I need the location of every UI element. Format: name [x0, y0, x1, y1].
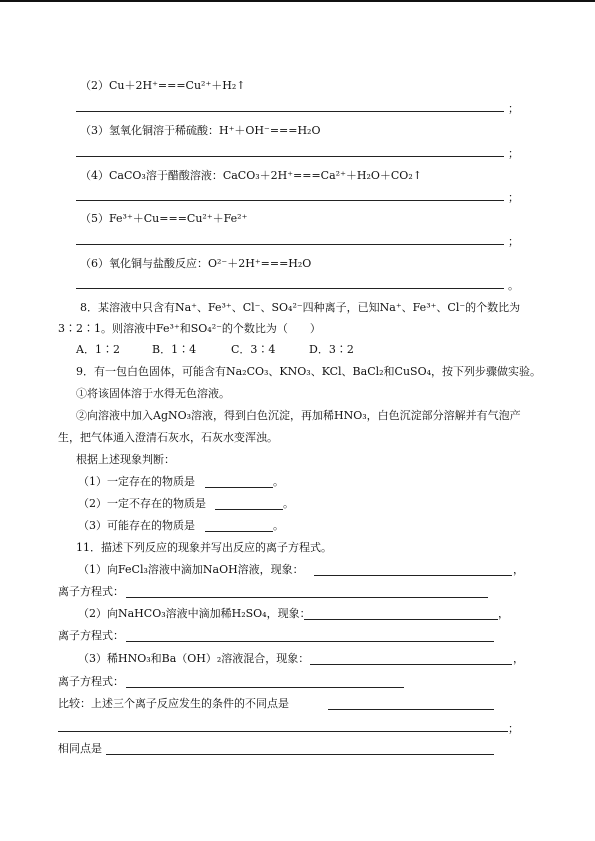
q7-item-3-semicolon: ；	[508, 147, 519, 160]
q9-step-1: ①将该固体溶于水得无色溶液。	[76, 387, 230, 400]
q7-item-3-text: （3）氢氧化铜溶于稀硫酸：H⁺＋OH⁻===H₂O	[80, 124, 321, 137]
q8-option-a[interactable]: A．1∶2	[76, 343, 120, 356]
q11-compare-semicolon: ；	[508, 722, 519, 735]
q7-item-3	[0, 123, 595, 139]
q11-reaction-2-ionic-blank[interactable]	[126, 641, 494, 642]
page-top-rule	[0, 0, 595, 2]
q7-item-5-text: （5）Fe³⁺＋Cu===Cu²⁺＋Fe²⁺	[80, 212, 248, 225]
q11-reaction-1-ionic-blank[interactable]	[126, 597, 488, 598]
q11-reaction-3: （3）稀HNO₃和Ba（OH）₂溶液混合，现象：	[78, 652, 310, 665]
q7-item-2-text: （2）Cu＋2H⁺===Cu²⁺＋H₂↑	[80, 79, 246, 92]
q8-option-d[interactable]: D．3∶2	[309, 343, 354, 356]
q11-same: 相同点是	[58, 742, 102, 755]
q11-compare-blank[interactable]	[328, 709, 494, 710]
q8-options	[0, 342, 595, 358]
q8-option-b[interactable]: B．1∶4	[152, 343, 197, 356]
q9-answer-1: （1）一定存在的物质是	[78, 475, 195, 488]
q9-step-2-line2: 生，把气体通入澄清石灰水，石灰水变浑浊。	[58, 431, 278, 444]
q11-reaction-2: （2）向NaHCO₃溶液中滴加稀H₂SO₄，现象：	[78, 607, 311, 620]
q7-item-2-semicolon: ；	[508, 102, 519, 115]
q7-item-4	[0, 168, 595, 184]
q8-stem-line1: 8．某溶液中只含有Na⁺、Fe³⁺、Cl⁻、SO₄²⁻四种离子，已知Na⁺、Fe³⁺、Cl⁻的个数比为	[80, 301, 521, 314]
q8-option-c[interactable]: C．3∶4	[231, 343, 276, 356]
q7-item-2	[0, 78, 595, 94]
q7-item-6	[0, 256, 595, 272]
q9-stem: 9．有一包白色固体，可能含有Na₂CO₃、KNO₃、KCl、BaCl₂和CuSO₄，按下列步骤做实验。	[76, 365, 542, 378]
q11-reaction-2-ionic: 离子方程式：	[58, 629, 124, 642]
q11-same-blank[interactable]	[106, 754, 494, 755]
q9-answer-2: （2）一定不存在的物质是	[78, 497, 206, 510]
q11-reaction-1: （1）向FeCl₃溶液中滴加NaOH溶液，现象：	[78, 563, 304, 576]
q9-judge-label: 根据上述现象判断：	[76, 453, 175, 466]
q11-reaction-3-ionic-blank[interactable]	[126, 687, 404, 688]
q9-answer-3-period: 。	[273, 519, 284, 532]
q9-answer-1-period: 。	[273, 475, 284, 488]
q11-title: 11．描述下列反应的现象并写出反应的离子方程式。	[76, 541, 332, 554]
q11-reaction-1-ionic: 离子方程式：	[58, 585, 124, 598]
q7-item-6-text: （6）氧化铜与盐酸反应：O²⁻＋2H⁺===H₂O	[80, 257, 312, 270]
q9-answer-3: （3）可能存在的物质是	[78, 519, 195, 532]
q9-step-2-line1: ②向溶液中加入AgNO₃溶液，得到白色沉淀，再加稀HNO₃，白色沉淀部分溶解并有气泡产	[76, 409, 521, 422]
q11-compare: 比较：上述三个离子反应发生的条件的不同点是	[58, 697, 289, 710]
q7-item-4-text: （4）CaCO₃溶于醋酸溶液：CaCO₃＋2H⁺===Ca²⁺＋H₂O＋CO₂↑	[80, 169, 422, 182]
q7-item-5-semicolon: ；	[508, 235, 519, 248]
q7-item-5	[0, 211, 595, 227]
q11-reaction-3-ionic: 离子方程式：	[58, 675, 124, 688]
q8-stem-line2: 3∶2∶1。则溶液中Fe³⁺和SO₄²⁻的个数比为（ ）	[58, 322, 321, 335]
q7-item-6-period: 。	[508, 279, 519, 292]
q7-item-4-semicolon: ；	[508, 191, 519, 204]
q9-answer-2-period: 。	[283, 497, 294, 510]
